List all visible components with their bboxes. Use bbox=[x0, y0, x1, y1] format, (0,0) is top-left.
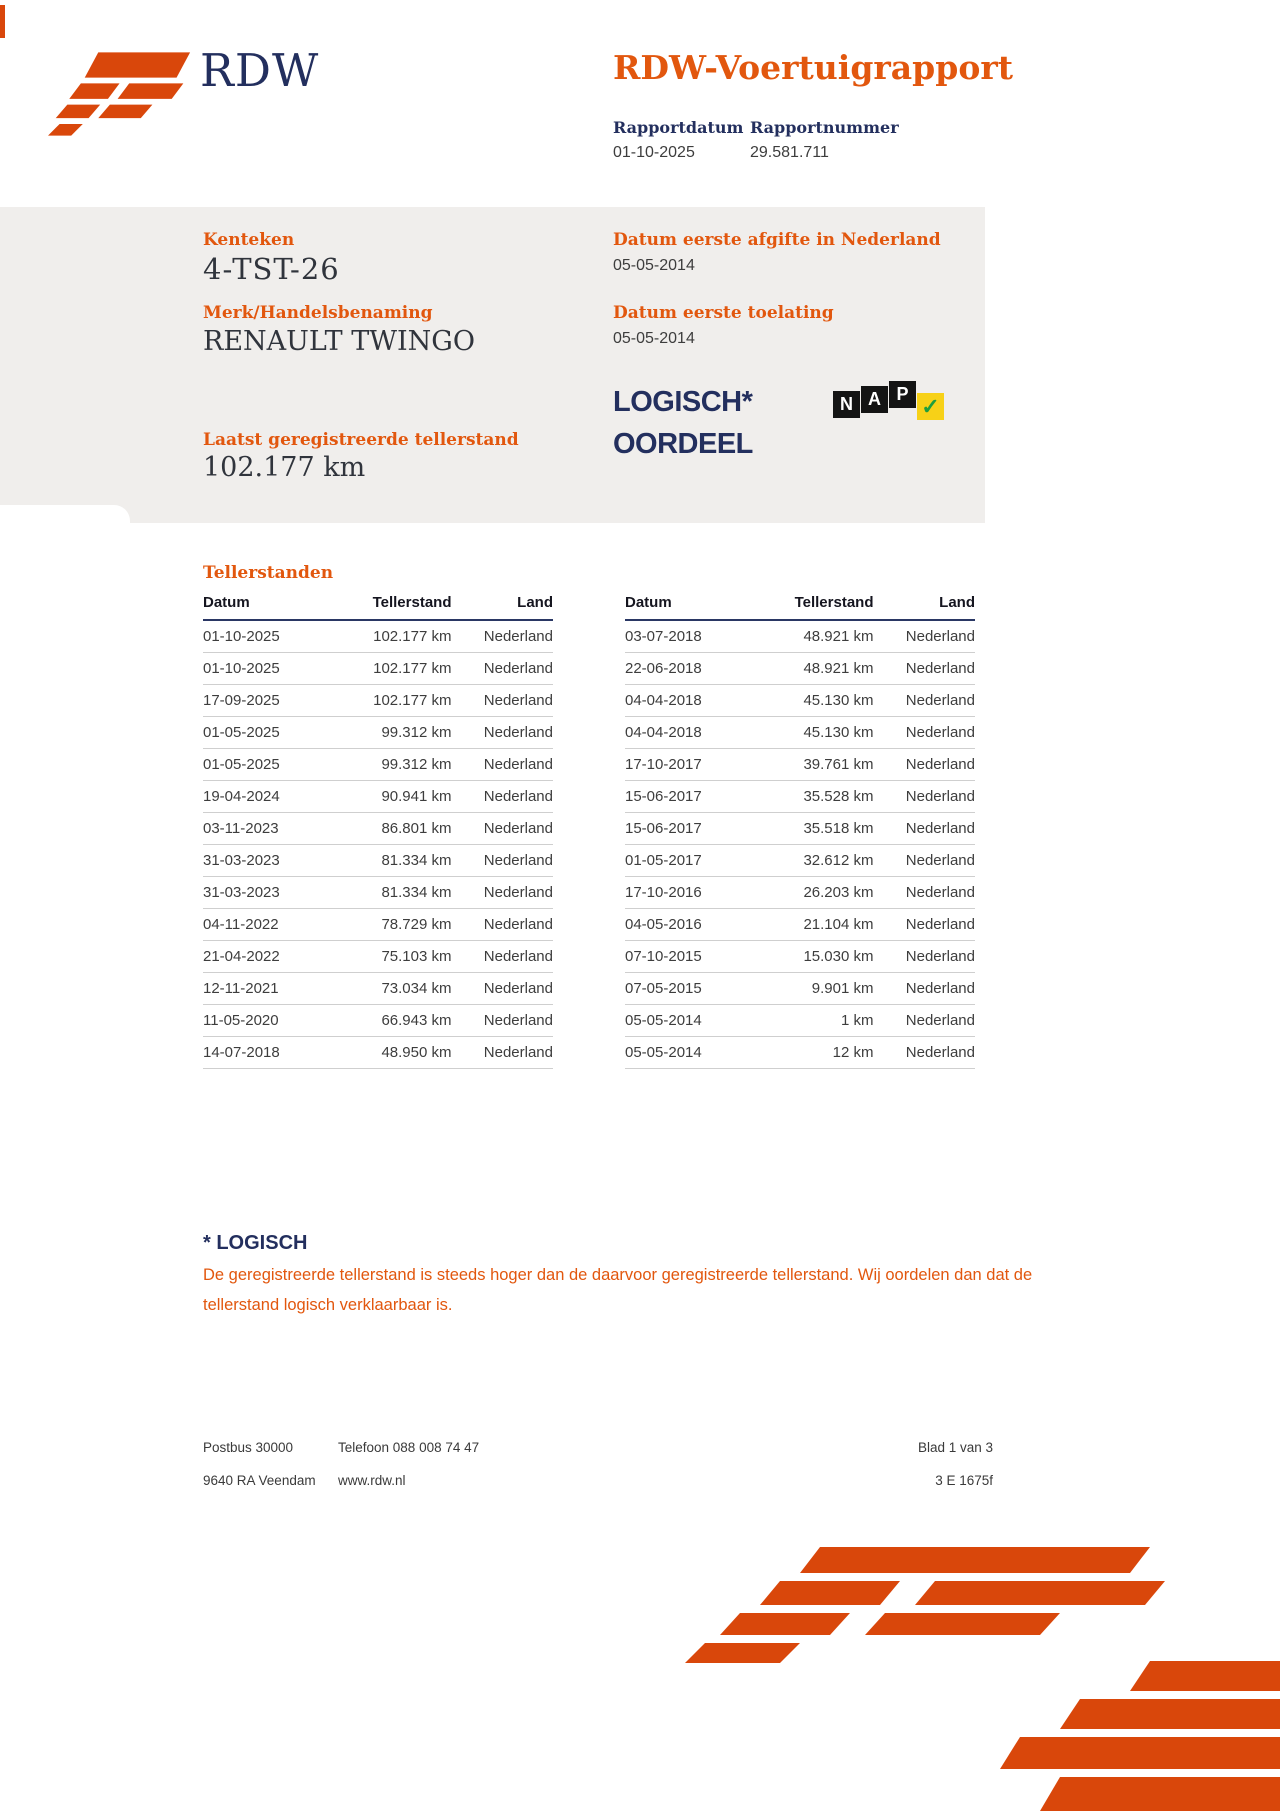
cell-land: Nederland bbox=[905, 948, 975, 965]
cell-land: Nederland bbox=[483, 948, 553, 965]
table-row bbox=[625, 941, 975, 973]
cell-datum: 01-10-2025 bbox=[203, 628, 280, 645]
report-title: RDW-Voertuigrapport bbox=[613, 48, 1013, 87]
cell-datum: 31-03-2023 bbox=[203, 884, 280, 901]
cell-datum: 22-06-2018 bbox=[625, 660, 702, 677]
laatste-tellerstand-value: 102.177 km bbox=[203, 452, 366, 483]
cell-tellerstand: 102.177 km bbox=[373, 628, 452, 645]
tellerstanden-table-left bbox=[203, 594, 553, 1069]
table-row bbox=[625, 877, 975, 909]
cell-tellerstand: 48.921 km bbox=[803, 660, 874, 677]
table-header-row bbox=[203, 594, 553, 621]
cell-tellerstand: 39.761 km bbox=[803, 756, 874, 773]
table-row bbox=[625, 813, 975, 845]
laatste-tellerstand-label: Laatst geregistreerde tellerstand bbox=[203, 430, 519, 450]
cell-datum: 07-10-2015 bbox=[625, 948, 702, 965]
eerste-toelating-label: Datum eerste toelating bbox=[613, 303, 834, 323]
oordeel-verdict bbox=[613, 381, 753, 465]
table-row bbox=[625, 973, 975, 1005]
cell-land: Nederland bbox=[483, 660, 553, 677]
cell-datum: 17-10-2017 bbox=[625, 756, 702, 773]
cell-datum: 15-06-2017 bbox=[625, 820, 702, 837]
cell-datum: 15-06-2017 bbox=[625, 788, 702, 805]
table-row bbox=[625, 1037, 975, 1069]
report-number-value: 29.581.711 bbox=[750, 144, 829, 161]
logisch-note-text: De geregistreerde tellerstand is steeds hoger dan de daarvoor geregistreerde tellerstand. Wij oordelen dan dat de tellerstand logisch verklaarbaar is. bbox=[203, 1266, 1033, 1314]
cell-land: Nederland bbox=[905, 788, 975, 805]
cell-land: Nederland bbox=[905, 1044, 975, 1061]
table-row bbox=[625, 621, 975, 653]
column-header-land: Land bbox=[517, 594, 553, 611]
cell-tellerstand: 48.921 km bbox=[803, 628, 874, 645]
cell-tellerstand: 35.518 km bbox=[803, 820, 874, 837]
cell-datum: 03-07-2018 bbox=[625, 628, 702, 645]
cell-datum: 01-05-2025 bbox=[203, 724, 280, 741]
table-row bbox=[203, 1037, 553, 1069]
cell-datum: 01-10-2025 bbox=[203, 660, 280, 677]
footer-doc-code: 3 E 1675f bbox=[935, 1473, 993, 1488]
table-row bbox=[625, 1005, 975, 1037]
cell-datum: 04-04-2018 bbox=[625, 724, 702, 741]
footer-address bbox=[203, 1431, 316, 1497]
cell-datum: 19-04-2024 bbox=[203, 788, 280, 805]
nap-letter-n: N bbox=[833, 391, 860, 418]
table-header-row bbox=[625, 594, 975, 621]
cell-datum: 01-05-2025 bbox=[203, 756, 280, 773]
cell-land: Nederland bbox=[483, 724, 553, 741]
kenteken-label: Kenteken bbox=[203, 230, 295, 250]
footer-page-number: Blad 1 van 3 bbox=[917, 1440, 993, 1455]
footer-phone: Telefoon 088 008 74 47 bbox=[338, 1440, 480, 1455]
cell-tellerstand: 99.312 km bbox=[381, 724, 452, 741]
report-date-label: Rapportdatum bbox=[613, 118, 744, 137]
cell-datum: 04-11-2022 bbox=[203, 916, 279, 933]
report-number-label: Rapportnummer bbox=[750, 118, 899, 137]
footer-contact bbox=[338, 1431, 479, 1497]
tellerstanden-table-right bbox=[625, 594, 975, 1069]
cell-land: Nederland bbox=[905, 692, 975, 709]
cell-tellerstand: 15.030 km bbox=[803, 948, 874, 965]
table-row bbox=[203, 845, 553, 877]
table-row bbox=[203, 749, 553, 781]
table-row bbox=[203, 717, 553, 749]
cell-land: Nederland bbox=[483, 852, 553, 869]
cell-land: Nederland bbox=[905, 1012, 975, 1029]
cell-tellerstand: 102.177 km bbox=[373, 692, 452, 709]
footer-page-info bbox=[740, 1431, 993, 1497]
kenteken-value: 4-TST-26 bbox=[203, 252, 340, 286]
cell-datum: 11-05-2020 bbox=[203, 1012, 279, 1029]
table-row bbox=[203, 813, 553, 845]
oordeel-line2: OORDEEL bbox=[613, 428, 753, 460]
cell-land: Nederland bbox=[483, 916, 553, 933]
cell-tellerstand: 45.130 km bbox=[803, 724, 874, 741]
eerste-afgifte-value: 05-05-2014 bbox=[613, 257, 695, 274]
table-row bbox=[625, 909, 975, 941]
cell-datum: 01-05-2017 bbox=[625, 852, 702, 869]
cell-datum: 17-10-2016 bbox=[625, 884, 702, 901]
column-header-land: Land bbox=[939, 594, 975, 611]
cell-land: Nederland bbox=[905, 724, 975, 741]
rdw-logo-text: RDW bbox=[200, 44, 320, 97]
cell-land: Nederland bbox=[483, 884, 553, 901]
vehicle-summary-panel bbox=[0, 207, 985, 523]
eerste-toelating-value: 05-05-2014 bbox=[613, 330, 695, 347]
table-row bbox=[203, 909, 553, 941]
cell-land: Nederland bbox=[483, 1044, 553, 1061]
table-row bbox=[203, 973, 553, 1005]
cell-tellerstand: 81.334 km bbox=[381, 852, 452, 869]
footer-website-link[interactable]: www.rdw.nl bbox=[338, 1473, 406, 1488]
cell-land: Nederland bbox=[483, 692, 553, 709]
cell-datum: 14-07-2018 bbox=[203, 1044, 280, 1061]
cell-datum: 17-09-2025 bbox=[203, 692, 280, 709]
cell-land: Nederland bbox=[905, 660, 975, 677]
panel-corner-notch bbox=[0, 505, 130, 523]
cell-datum: 21-04-2022 bbox=[203, 948, 280, 965]
cell-land: Nederland bbox=[483, 1012, 553, 1029]
table-row bbox=[625, 717, 975, 749]
cell-land: Nederland bbox=[905, 884, 975, 901]
cell-datum: 03-11-2023 bbox=[203, 820, 279, 837]
cell-datum: 31-03-2023 bbox=[203, 852, 280, 869]
nap-letter-p: P bbox=[889, 381, 916, 408]
table-row bbox=[625, 781, 975, 813]
footer-address-line2: 9640 RA Veendam bbox=[203, 1473, 316, 1488]
cell-land: Nederland bbox=[483, 820, 553, 837]
footer-stripes-graphic bbox=[660, 1541, 1280, 1811]
table-row bbox=[203, 877, 553, 909]
cell-tellerstand: 48.950 km bbox=[381, 1044, 452, 1061]
cell-tellerstand: 66.943 km bbox=[381, 1012, 452, 1029]
table-row bbox=[625, 685, 975, 717]
column-header-datum: Datum bbox=[203, 594, 250, 611]
eerste-afgifte-label: Datum eerste afgifte in Nederland bbox=[613, 230, 941, 250]
cell-datum: 07-05-2015 bbox=[625, 980, 702, 997]
page-edge-mark bbox=[0, 5, 5, 38]
table-row bbox=[625, 845, 975, 877]
cell-land: Nederland bbox=[905, 916, 975, 933]
cell-land: Nederland bbox=[905, 628, 975, 645]
cell-datum: 05-05-2014 bbox=[625, 1044, 702, 1061]
cell-tellerstand: 1 km bbox=[840, 1012, 874, 1029]
logisch-note-title: * LOGISCH bbox=[203, 1232, 308, 1254]
cell-land: Nederland bbox=[483, 788, 553, 805]
cell-tellerstand: 86.801 km bbox=[381, 820, 452, 837]
nap-logo bbox=[833, 381, 944, 420]
cell-tellerstand: 90.941 km bbox=[381, 788, 452, 805]
cell-tellerstand: 73.034 km bbox=[381, 980, 452, 997]
cell-land: Nederland bbox=[483, 980, 553, 997]
rdw-logo-icon bbox=[48, 50, 193, 138]
cell-tellerstand: 99.312 km bbox=[381, 756, 452, 773]
table-row bbox=[203, 1005, 553, 1037]
cell-tellerstand: 35.528 km bbox=[803, 788, 874, 805]
cell-tellerstand: 32.612 km bbox=[803, 852, 874, 869]
table-row bbox=[203, 941, 553, 973]
nap-letter-a: A bbox=[861, 386, 888, 413]
merk-value: RENAULT TWINGO bbox=[203, 326, 475, 357]
nap-check-icon: ✓ bbox=[917, 393, 944, 420]
cell-land: Nederland bbox=[483, 628, 553, 645]
cell-land: Nederland bbox=[483, 756, 553, 773]
column-header-tellerstand: Tellerstand bbox=[372, 594, 452, 611]
table-row bbox=[625, 749, 975, 781]
cell-datum: 04-05-2016 bbox=[625, 916, 702, 933]
cell-tellerstand: 75.103 km bbox=[381, 948, 452, 965]
cell-tellerstand: 26.203 km bbox=[803, 884, 874, 901]
cell-land: Nederland bbox=[905, 980, 975, 997]
cell-tellerstand: 102.177 km bbox=[373, 660, 452, 677]
cell-tellerstand: 81.334 km bbox=[381, 884, 452, 901]
cell-land: Nederland bbox=[905, 756, 975, 773]
footer-address-line1: Postbus 30000 bbox=[203, 1440, 294, 1455]
cell-land: Nederland bbox=[905, 820, 975, 837]
table-row bbox=[203, 685, 553, 717]
table-row bbox=[203, 621, 553, 653]
table-row bbox=[203, 653, 553, 685]
cell-tellerstand: 21.104 km bbox=[803, 916, 874, 933]
cell-tellerstand: 9.901 km bbox=[811, 980, 874, 997]
tellerstanden-section-title: Tellerstanden bbox=[203, 563, 334, 583]
table-row bbox=[625, 653, 975, 685]
table-row bbox=[203, 781, 553, 813]
column-header-datum: Datum bbox=[625, 594, 672, 611]
cell-datum: 12-11-2021 bbox=[203, 980, 279, 997]
cell-tellerstand: 45.130 km bbox=[803, 692, 874, 709]
cell-datum: 05-05-2014 bbox=[625, 1012, 702, 1029]
column-header-tellerstand: Tellerstand bbox=[794, 594, 874, 611]
cell-datum: 04-04-2018 bbox=[625, 692, 702, 709]
cell-land: Nederland bbox=[905, 852, 975, 869]
oordeel-line1: LOGISCH* bbox=[613, 386, 753, 418]
cell-tellerstand: 12 km bbox=[832, 1044, 874, 1061]
merk-label: Merk/Handelsbenaming bbox=[203, 303, 433, 323]
report-date-value: 01-10-2025 bbox=[613, 144, 695, 161]
cell-tellerstand: 78.729 km bbox=[381, 916, 452, 933]
